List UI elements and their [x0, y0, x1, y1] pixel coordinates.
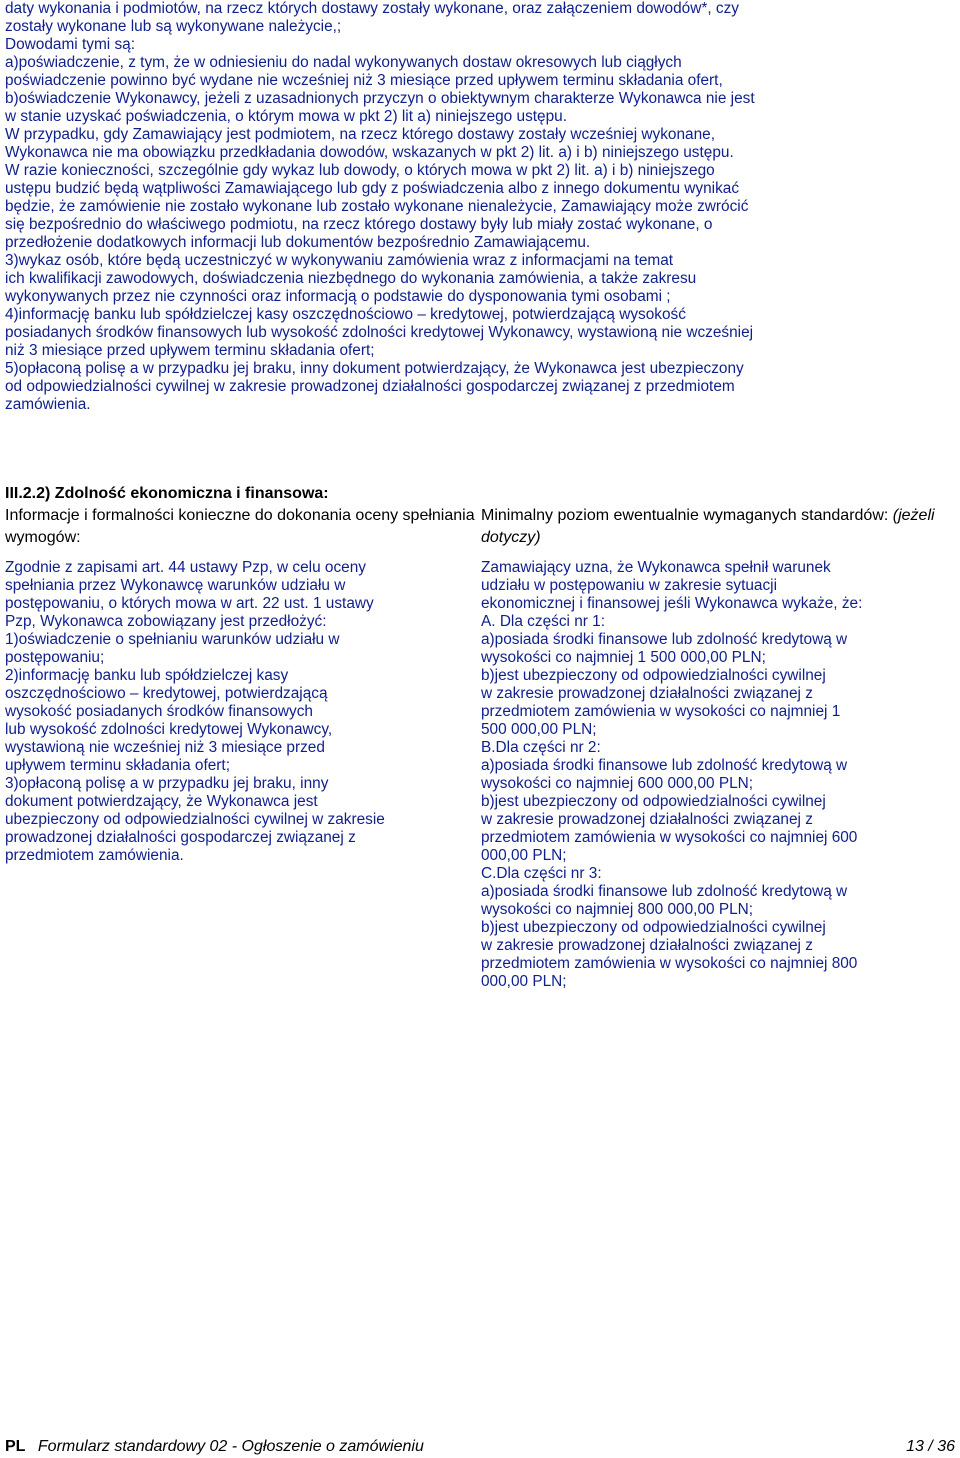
text-line: a)posiada środki finansowe lub zdolność kredytową w — [481, 631, 848, 648]
text-line: 4)informację banku lub spółdzielczej kasy oszczędnościowo – kredytowej, potwierdzającą wysokość — [5, 306, 686, 323]
form-title: Formularz standardowy 02 - Ogłoszenie o zamówieniu — [37, 1438, 424, 1455]
text-line: w zakresie prowadzonej działalności związanej z — [481, 811, 813, 828]
text-line: niż 3 miesiące przed upływem terminu składania ofert; — [5, 342, 375, 359]
text-line: Wykonawca nie ma obowiązku przedkładania dowodów, wskazanych w pkt 2) lit. a) i b) niniejszego ustępu. — [5, 144, 734, 161]
text-line: w zakresie prowadzonej działalności związanej z — [481, 937, 813, 954]
text-line: będzie, że zamówienie nie zostało wykonane lub zostało wykonane nienależycie, Zamawiający może zwrócić — [5, 198, 749, 215]
text-line: C.Dla części nr 3: — [481, 865, 602, 882]
text-line: zamówienia. — [5, 396, 91, 413]
text-line: prowadzonej działalności gospodarczej związanej z — [5, 829, 356, 846]
text-line: a)posiada środki finansowe lub zdolność kredytową w — [481, 757, 848, 774]
text-line: się bezpośrednio do właściwego podmiotu, na rzecz którego dostawy były lub miały zostać wykonane, o — [5, 216, 713, 233]
text-line: wystawioną nie wcześniej niż 3 miesiące przed — [5, 739, 325, 756]
text-line: 1)oświadczenie o spełnianiu warunków udziału w — [5, 631, 340, 648]
page-footer — [5, 1437, 955, 1457]
text-line: przedmiotem zamówienia. — [5, 847, 184, 864]
text-line: wykonywanych przez nie czynności oraz informacją o podstawie do dysponowania tymi osobami ; — [5, 288, 671, 305]
text-line: w stanie uzyskać poświadczenia, o którym mowa w pkt 2) lit a) niniejszego ustępu. — [5, 108, 568, 125]
text-line: b)oświadczenie Wykonawcy, jeżeli z uzasadnionych przyczyn o obiektywnym charakterze Wykonawca nie jest — [5, 90, 755, 107]
text-line: wysokości co najmniej 800 000,00 PLN; — [481, 901, 754, 918]
text-line: 000,00 PLN; — [481, 847, 567, 864]
text-line: postępowaniu; — [5, 649, 105, 666]
right-column-header — [481, 505, 951, 549]
text-line: wysokości co najmniej 1 500 000,00 PLN; — [481, 649, 766, 666]
text-line: A. Dla części nr 1: — [481, 613, 606, 630]
right-column — [481, 559, 955, 991]
text-line: poświadczenie powinno być wydane nie wcześniej niż 3 miesiące przed upływem terminu składania ofert, — [5, 72, 723, 89]
text-line: ekonomicznej i finansowej jeśli Wykonawca wykaże, że: — [481, 595, 863, 612]
text-line: postępowaniu, o których mowa w art. 22 ust. 1 ustawy — [5, 595, 374, 612]
text-line: Pzp, Wykonawca zobowiązany jest przedłożyć: — [5, 613, 327, 630]
text-line: oszczędnościowo – kredytowej, potwierdzającą — [5, 685, 328, 702]
text-line: spełniania przez Wykonawcę warunków udziału w — [5, 577, 346, 594]
text-line: Dowodami tymi są: — [5, 36, 136, 53]
text-line: W razie konieczności, szczególnie gdy wykaz lub dowody, o których mowa w pkt 2) lit. a) i b) niniejszego — [5, 162, 715, 179]
section-heading: III.2.2) Zdolność ekonomiczna i finansowa: — [5, 485, 329, 502]
text-line: ubezpieczony od odpowiedzialności cywilnej w zakresie — [5, 811, 385, 828]
text-line: w zakresie prowadzonej działalności związanej z — [481, 685, 813, 702]
text-line: b)jest ubezpieczony od odpowiedzialności cywilnej — [481, 793, 826, 810]
text-line: 500 000,00 PLN; — [481, 721, 597, 738]
text-line: B.Dla części nr 2: — [481, 739, 601, 756]
text-line: upływem terminu składania ofert; — [5, 757, 230, 774]
text-line: zostały wykonane lub są wykonywane należycie,; — [5, 18, 342, 35]
text-line: Zgodnie z zapisami art. 44 ustawy Pzp, w celu oceny — [5, 559, 366, 576]
text-line: W przypadku, gdy Zamawiający jest podmiotem, na rzecz którego dostawy zostały wcześniej wykonane, — [5, 126, 715, 143]
text-line: przedłożenie dodatkowych informacji lub dokumentów bezpośrednio Zamawiającemu. — [5, 234, 591, 251]
text-line: wysokość posiadanych środków finansowych — [5, 703, 313, 720]
text-line: 5)opłaconą polisę a w przypadku jej braku, inny dokument potwierdzający, że Wykonawca jest ubezpieczony — [5, 360, 744, 377]
text-line: b)jest ubezpieczony od odpowiedzialności cywilnej — [481, 919, 826, 936]
text-line: dokument potwierdzający, że Wykonawca jest — [5, 793, 318, 810]
text-line: 3)wykaz osób, które będą uczestniczyć w wykonywaniu zamówienia wraz z informacjami na temat — [5, 252, 674, 269]
text-line: b)jest ubezpieczony od odpowiedzialności cywilnej — [481, 667, 826, 684]
text-line: ustępu budzić będą wątpliwości Zamawiającego lub gdy z poświadczenia albo z innego dokumentu wynikać — [5, 180, 740, 197]
left-column — [5, 559, 479, 865]
text-line: Zamawiający uzna, że Wykonawca spełnił warunek — [481, 559, 831, 576]
text-line: 000,00 PLN; — [481, 973, 567, 990]
text-line: przedmiotem zamówienia w wysokości co najmniej 1 — [481, 703, 841, 720]
text-line: daty wykonania i podmiotów, na rzecz których dostawy zostały wykonane, oraz załączeniem dowodów*, czy — [5, 0, 739, 17]
body-text — [5, 0, 955, 414]
right-header-note: (jeżeli dotyczy) — [481, 507, 935, 546]
language-code: PL — [5, 1438, 26, 1455]
text-line: ich kwalifikacji zawodowych, doświadczenia niezbędnego do wykonania zamówienia, a także zakresu — [5, 270, 697, 287]
text-line: 2)informację banku lub spółdzielczej kasy — [5, 667, 289, 684]
text-line: 3)opłaconą polisę a w przypadku jej braku, inny — [5, 775, 329, 792]
right-header-text: Minimalny poziom ewentualnie wymaganych standardów: — [481, 507, 889, 524]
text-line: wysokości co najmniej 600 000,00 PLN; — [481, 775, 754, 792]
page-number: 13 / 36 — [906, 1438, 955, 1455]
text-line: a)posiada środki finansowe lub zdolność kredytową w — [481, 883, 848, 900]
text-line: udziału w postępowaniu w zakresie sytuacji — [481, 577, 777, 594]
text-line: przedmiotem zamówienia w wysokości co najmniej 800 — [481, 955, 858, 972]
text-line: lub wysokość zdolności kredytowej Wykonawcy, — [5, 721, 333, 738]
text-line: posiadanych środków finansowych lub wysokość zdolności kredytowej Wykonawcy, wystawioną nie wcześniej — [5, 324, 754, 341]
text-line: przedmiotem zamówienia w wysokości co najmniej 600 — [481, 829, 858, 846]
text-line: od odpowiedzialności cywilnej w zakresie prowadzonej działalności gospodarczej związanej z przedmiotem — [5, 378, 735, 395]
text-line: a)poświadczenie, z tym, że w odniesieniu do nadal wykonywanych dostaw okresowych lub ciągłych — [5, 54, 682, 71]
left-column-header: Informacje i formalności konieczne do dokonania oceny spełniania wymogów: — [5, 507, 475, 546]
